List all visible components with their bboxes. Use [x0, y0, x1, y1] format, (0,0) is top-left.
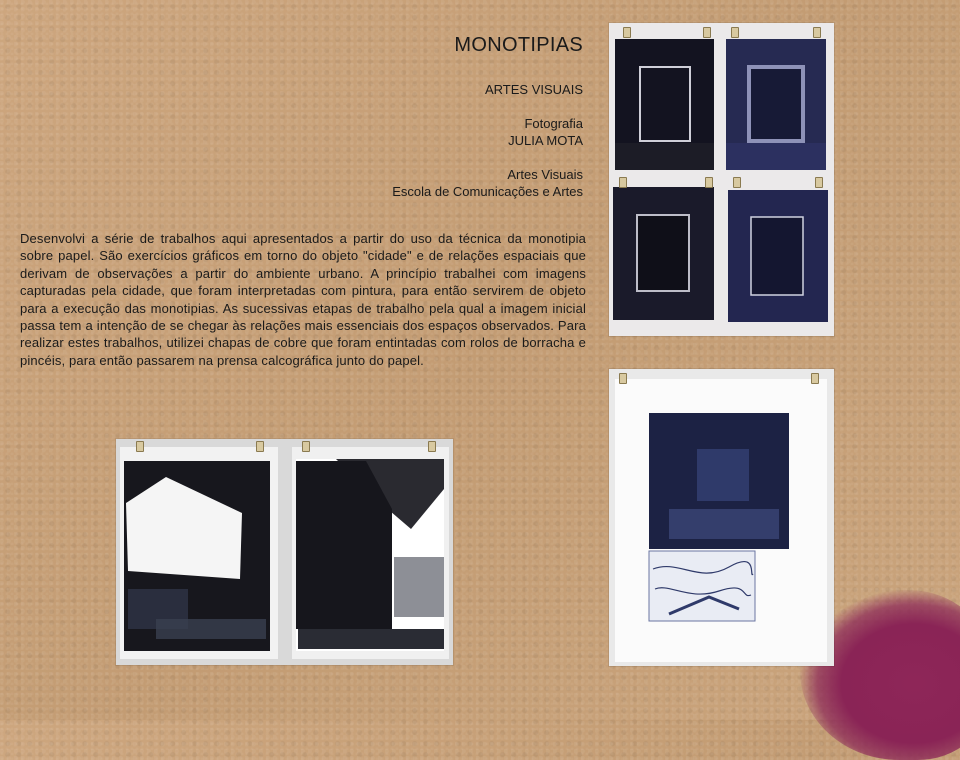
page-title: MONOTIPIAS — [454, 34, 583, 56]
artwork-pair-image — [116, 439, 453, 665]
binder-clip-icon — [428, 441, 436, 452]
artwork-photo-pair — [116, 439, 453, 665]
binder-clip-icon — [813, 27, 821, 38]
binder-clip-icon — [705, 177, 713, 188]
binder-clip-icon — [811, 373, 819, 384]
binder-clip-icon — [619, 373, 627, 384]
binder-clip-icon — [302, 441, 310, 452]
binder-clip-icon — [136, 441, 144, 452]
binder-clip-icon — [619, 177, 627, 188]
artwork-photo-grid — [609, 23, 834, 336]
artwork-single-image — [609, 369, 834, 666]
photo-credit-author: JULIA MOTA — [508, 133, 583, 148]
binder-clip-icon — [256, 441, 264, 452]
course-label: Artes Visuais — [507, 167, 583, 182]
header-block — [392, 34, 583, 200]
school-label: Escola de Comunicações e Artes — [392, 184, 583, 199]
artwork-photo-single — [609, 369, 834, 666]
artwork-grid-image — [609, 23, 834, 336]
description-paragraph: Desenvolvi a série de trabalhos aqui apresentados a partir do uso da técnica da monotipia sobre papel. São exercícios gráficos em torno do objeto "cidade" e de relações espaciais que derivam de observações a partir do ambiente urbano. A princípio trabalhei com imagens capturadas pela cidade, que foram interpretadas com pintura, para então servirem de objeto para a execução das monotipias. As sucessivas etapas de trabalho pela qual a imagem inicial passa tem a intenção de se chegar às relações mais essenciais dos espaços observados. Para realizar estes trabalhos, utilizei chapas de cobre que foram entintadas com rolos de borracha e pincéis, para então passarem na prensa calcográfica junto do papel. — [20, 231, 586, 368]
binder-clip-icon — [623, 27, 631, 38]
binder-clip-icon — [703, 27, 711, 38]
binder-clip-icon — [733, 177, 741, 188]
category-label: ARTES VISUAIS — [484, 82, 583, 97]
binder-clip-icon — [731, 27, 739, 38]
photo-credit-label: Fotografia — [524, 116, 583, 131]
binder-clip-icon — [815, 177, 823, 188]
